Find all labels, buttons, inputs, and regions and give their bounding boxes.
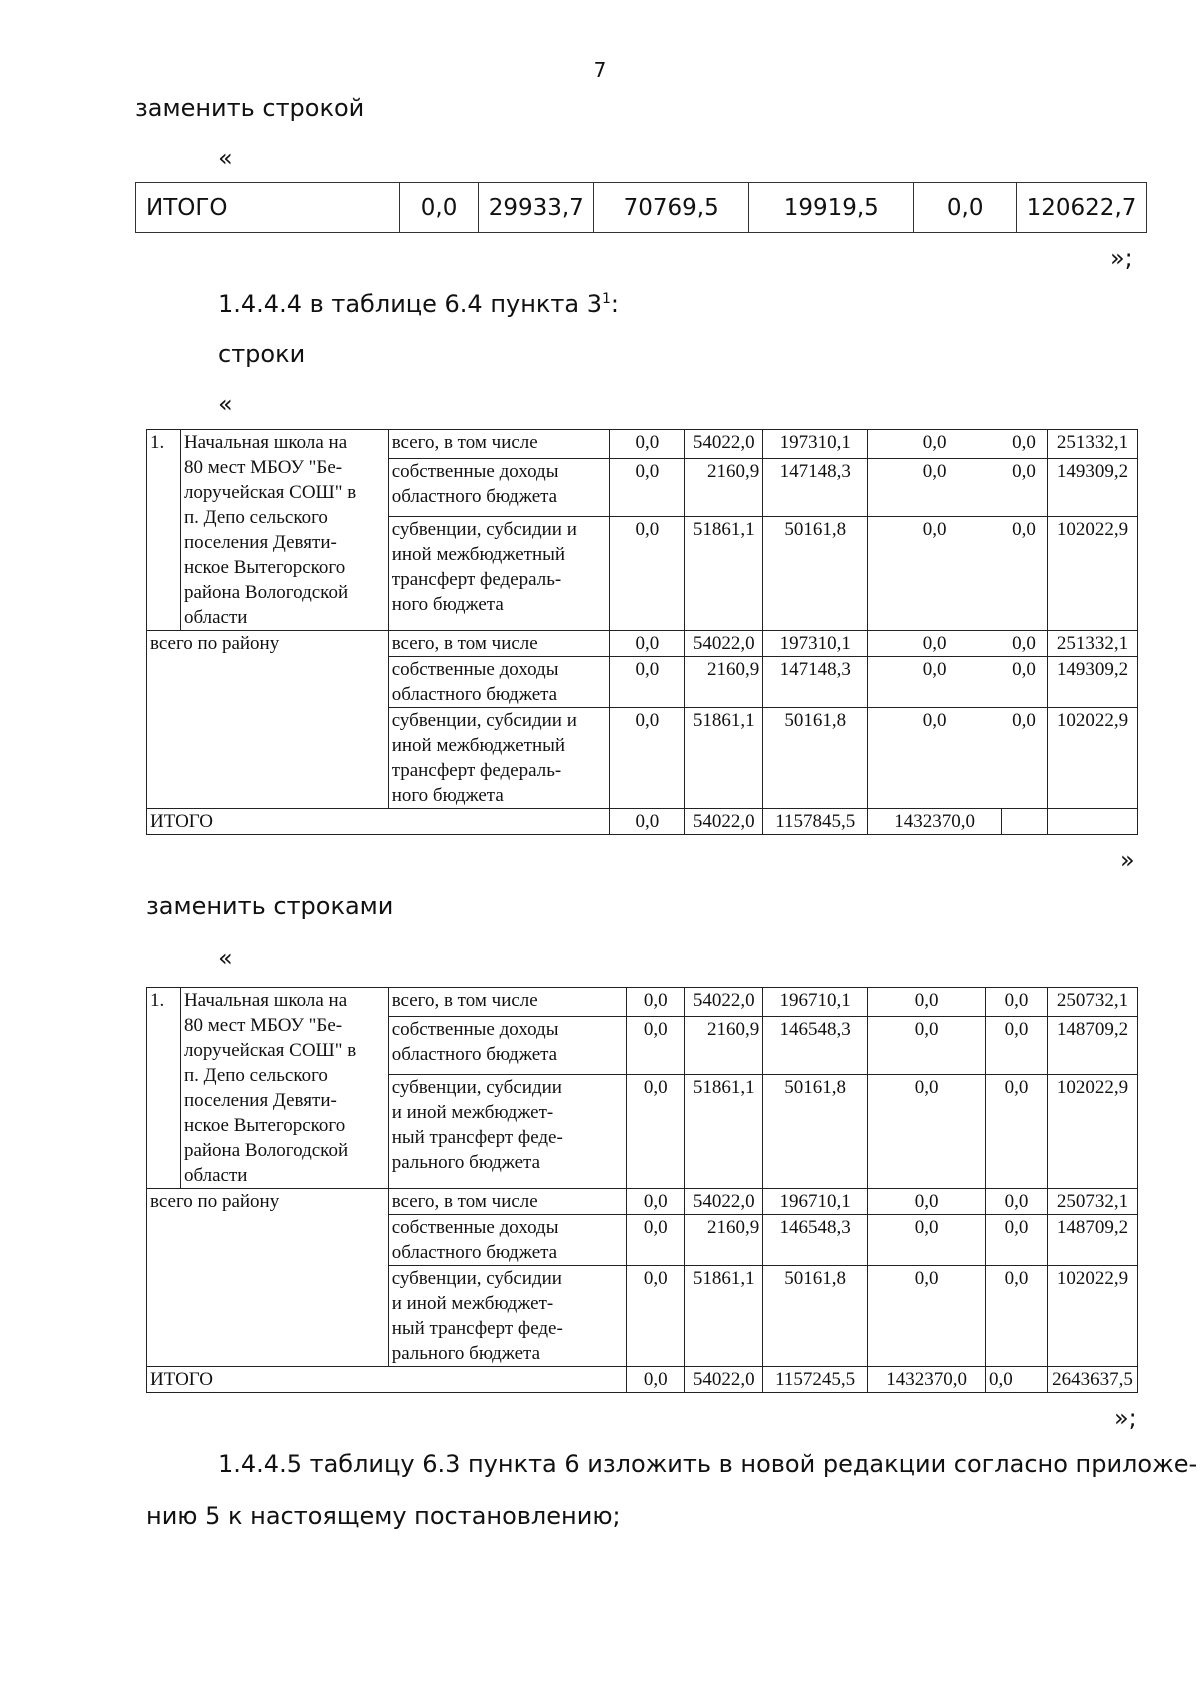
source-line: собственные доходы <box>391 1019 559 1041</box>
value-cell: 146548,3 <box>763 1215 868 1266</box>
source-line: ный трансферт феде- <box>391 1126 563 1148</box>
value-pair-cell <box>868 430 1048 459</box>
rows-label: строки <box>218 340 306 368</box>
row-number: 1. <box>147 430 181 631</box>
value-cell: 0,0 <box>610 459 685 517</box>
page-number: 7 <box>593 58 607 82</box>
source-line: субвенции, субсидии <box>391 1268 562 1289</box>
object-line: нское Вытегорского <box>183 1115 346 1136</box>
value-pair-cell <box>868 459 1048 517</box>
source-line: всего, в том числе <box>391 633 538 654</box>
value-cell: 0,0 <box>986 1215 1048 1266</box>
value-cell: 251332,1 <box>1047 430 1137 459</box>
source-line: рального бюджета <box>391 1343 541 1364</box>
value-cell: 102022,9 <box>1047 1074 1137 1188</box>
source-cell <box>388 1074 627 1188</box>
value-cell: 2160,9 <box>685 459 763 517</box>
value-cell: 1432370,0 <box>868 1367 986 1393</box>
closing-quote: »; <box>1114 1404 1137 1432</box>
closing-quote: »; <box>1110 244 1133 272</box>
object-name-cell <box>180 988 388 1189</box>
object-line: лоручейская СОШ" в <box>183 482 357 503</box>
value-cell: 51861,1 <box>685 516 763 630</box>
value-cell: 0,0 <box>1012 710 1036 731</box>
source-line: иной межбюджетный <box>391 543 566 565</box>
value-cell: 54022,0 <box>685 631 763 657</box>
value-cell: 50161,8 <box>763 1266 868 1367</box>
value-cell: 2160,9 <box>685 1017 763 1075</box>
summary-value: 120622,7 <box>1017 183 1147 233</box>
value-pair-cell <box>868 657 1048 708</box>
object-line: п. Депо сельского <box>183 1065 328 1086</box>
value-cell: 0,0 <box>922 659 947 680</box>
value-cell: 0,0 <box>986 988 1048 1017</box>
closing-quote: » <box>1120 846 1135 874</box>
value-cell: 0,0 <box>610 631 685 657</box>
value-cell: 0,0 <box>610 809 685 835</box>
source-cell <box>388 708 610 809</box>
table-row <box>147 631 1138 657</box>
total-label: ИТОГО <box>147 1367 627 1393</box>
summary-total-table <box>135 182 1147 233</box>
table-row <box>147 988 1138 1017</box>
value-cell: 149309,2 <box>1047 459 1137 517</box>
value-cell: 1157845,5 <box>763 809 868 835</box>
value-cell: 0,0 <box>627 1367 685 1393</box>
value-cell: 54022,0 <box>685 430 763 459</box>
source-cell <box>388 988 627 1017</box>
source-line: трансферт федераль- <box>391 568 562 590</box>
value-cell: 2643637,5 <box>1047 1367 1137 1393</box>
value-cell: 197310,1 <box>763 430 868 459</box>
value-cell: 0,0 <box>627 1017 685 1075</box>
value-cell: 54022,0 <box>685 988 763 1017</box>
value-cell: 0,0 <box>1012 518 1036 540</box>
total-label: ИТОГО <box>147 809 610 835</box>
object-line: района Вологодской <box>183 582 349 603</box>
source-line: субвенции, субсидии <box>391 1076 562 1098</box>
value-cell: 196710,1 <box>763 1189 868 1215</box>
object-line: поселения Девяти- <box>183 532 337 553</box>
value-cell: 0,0 <box>868 1017 986 1075</box>
source-line: рального бюджета <box>391 1151 541 1173</box>
value-cell: 148709,2 <box>1047 1017 1137 1075</box>
object-line: п. Депо сельского <box>183 507 328 528</box>
old-rows-table <box>146 429 1138 835</box>
section-1445-line1: 1.4.4.5 таблицу 6.3 пункта 6 изложить в новой редакции согласно приложе- <box>218 1450 1198 1478</box>
value-cell: 0,0 <box>627 988 685 1017</box>
section-1445-line2: нию 5 к настоящему постановлению; <box>146 1502 621 1530</box>
source-cell <box>388 1017 627 1075</box>
source-cell <box>388 459 610 517</box>
table-row <box>147 1189 1138 1215</box>
object-name-cell <box>180 430 388 631</box>
value-cell: 2160,9 <box>685 657 763 708</box>
value-cell: 51861,1 <box>685 1266 763 1367</box>
section-1444-heading-sup: 1 <box>602 291 611 307</box>
summary-value: 19919,5 <box>749 183 914 233</box>
summary-value: 0,0 <box>399 183 479 233</box>
value-cell: 0,0 <box>627 1074 685 1188</box>
value-cell: 0,0 <box>627 1215 685 1266</box>
summary-total-row <box>136 183 1147 233</box>
source-line: субвенции, субсидии и <box>391 518 577 540</box>
value-cell: 0,0 <box>922 633 947 654</box>
value-pair-cell <box>868 708 1048 809</box>
source-line: иной межбюджетный <box>391 735 566 756</box>
source-line: областного бюджета <box>391 684 558 705</box>
value-cell: 102022,9 <box>1047 1266 1137 1367</box>
source-line: ного бюджета <box>391 593 504 615</box>
value-cell: 149309,2 <box>1047 657 1137 708</box>
opening-quote: « <box>218 944 233 972</box>
value-cell: 54022,0 <box>685 1367 763 1393</box>
value-cell: 51861,1 <box>685 708 763 809</box>
value-cell: 0,0 <box>610 430 685 459</box>
total-row <box>147 809 1138 835</box>
opening-quote: « <box>218 390 233 418</box>
value-cell: 0,0 <box>986 1017 1048 1075</box>
value-cell <box>1002 809 1048 835</box>
value-cell: 0,0 <box>868 1189 986 1215</box>
summary-value: 29933,7 <box>479 183 594 233</box>
source-line: и иной межбюджет- <box>391 1101 554 1123</box>
source-cell <box>388 1215 627 1266</box>
value-cell: 0,0 <box>1012 633 1036 654</box>
object-line: 80 мест МБОУ "Бе- <box>183 457 343 478</box>
object-line: области <box>183 607 248 628</box>
value-cell: 54022,0 <box>685 1189 763 1215</box>
source-line: всего, в том числе <box>391 990 538 1011</box>
object-line: Начальная школа на <box>183 990 348 1011</box>
value-pair-cell <box>868 631 1048 657</box>
district-label: всего по району <box>147 631 389 809</box>
source-line: собственные доходы <box>391 1217 559 1238</box>
section-1444-heading <box>218 290 619 318</box>
source-line: собственные доходы <box>391 461 559 483</box>
source-cell <box>388 1266 627 1367</box>
value-cell: 0,0 <box>610 708 685 809</box>
value-cell: 147148,3 <box>763 657 868 708</box>
value-cell: 148709,2 <box>1047 1215 1137 1266</box>
source-line: областного бюджета <box>391 486 558 508</box>
value-cell: 0,0 <box>922 518 947 540</box>
source-line: ный трансферт феде- <box>391 1318 563 1339</box>
value-cell: 0,0 <box>610 657 685 708</box>
object-line: Начальная школа на <box>183 432 348 453</box>
value-cell: 0,0 <box>1012 461 1036 483</box>
value-cell: 0,0 <box>868 988 986 1017</box>
value-cell: 50161,8 <box>763 1074 868 1188</box>
value-pair-cell <box>868 516 1048 630</box>
replace-rows-instruction: заменить строками <box>146 892 394 920</box>
object-line: области <box>183 1165 248 1186</box>
value-cell <box>1047 809 1137 835</box>
summary-value: 0,0 <box>914 183 1017 233</box>
table-row <box>147 430 1138 459</box>
replace-line-instruction: заменить строкой <box>135 94 365 122</box>
value-cell: 0,0 <box>922 461 947 483</box>
object-line: нское Вытегорского <box>183 557 346 578</box>
value-cell: 147148,3 <box>763 459 868 517</box>
value-cell: 1157245,5 <box>763 1367 868 1393</box>
value-cell: 102022,9 <box>1047 516 1137 630</box>
value-cell: 0,0 <box>986 1189 1048 1215</box>
value-cell: 146548,3 <box>763 1017 868 1075</box>
source-cell <box>388 430 610 459</box>
object-line: 80 мест МБОУ "Бе- <box>183 1015 343 1036</box>
total-row <box>147 1367 1138 1393</box>
value-cell: 0,0 <box>986 1074 1048 1188</box>
section-1444-heading-colon: : <box>610 290 620 318</box>
source-cell <box>388 631 610 657</box>
section-1444-heading-text: 1.4.4.4 в таблице 6.4 пункта 3 <box>218 290 602 318</box>
value-cell: 0,0 <box>1012 432 1036 453</box>
value-cell: 196710,1 <box>763 988 868 1017</box>
value-cell: 0,0 <box>986 1367 1048 1393</box>
source-cell <box>388 516 610 630</box>
value-cell: 50161,8 <box>763 708 868 809</box>
source-line: собственные доходы <box>391 659 559 680</box>
value-cell: 2160,9 <box>685 1215 763 1266</box>
source-cell <box>388 657 610 708</box>
source-line: областного бюджета <box>391 1044 558 1066</box>
value-cell: 1432370,0 <box>868 809 1002 835</box>
object-line: района Вологодской <box>183 1140 349 1161</box>
value-cell: 0,0 <box>610 516 685 630</box>
value-cell: 50161,8 <box>763 516 868 630</box>
source-line: всего, в том числе <box>391 432 538 453</box>
value-cell: 0,0 <box>922 432 947 453</box>
row-number: 1. <box>147 988 181 1189</box>
value-cell: 0,0 <box>868 1215 986 1266</box>
value-cell: 251332,1 <box>1047 631 1137 657</box>
value-cell: 0,0 <box>868 1074 986 1188</box>
district-label: всего по району <box>147 1189 389 1367</box>
source-line: ного бюджета <box>391 785 504 806</box>
source-line: субвенции, субсидии и <box>391 710 577 731</box>
value-cell: 51861,1 <box>685 1074 763 1188</box>
source-line: всего, в том числе <box>391 1191 538 1212</box>
source-line: областного бюджета <box>391 1242 558 1263</box>
value-cell: 0,0 <box>986 1266 1048 1367</box>
value-cell: 0,0 <box>627 1189 685 1215</box>
object-line: поселения Девяти- <box>183 1090 337 1111</box>
value-cell: 250732,1 <box>1047 988 1137 1017</box>
value-cell: 0,0 <box>627 1266 685 1367</box>
object-line: лоручейская СОШ" в <box>183 1040 357 1061</box>
new-rows-table <box>146 987 1138 1393</box>
summary-value: 70769,5 <box>594 183 749 233</box>
value-cell: 197310,1 <box>763 631 868 657</box>
source-line: трансферт федераль- <box>391 760 562 781</box>
source-line: и иной межбюджет- <box>391 1293 554 1314</box>
value-cell: 102022,9 <box>1047 708 1137 809</box>
value-cell: 250732,1 <box>1047 1189 1137 1215</box>
summary-total-label: ИТОГО <box>136 183 400 233</box>
source-cell <box>388 1189 627 1215</box>
value-cell: 0,0 <box>868 1266 986 1367</box>
opening-quote: « <box>218 144 233 172</box>
value-cell: 0,0 <box>1012 659 1036 680</box>
value-cell: 0,0 <box>922 710 947 731</box>
value-cell: 54022,0 <box>685 809 763 835</box>
